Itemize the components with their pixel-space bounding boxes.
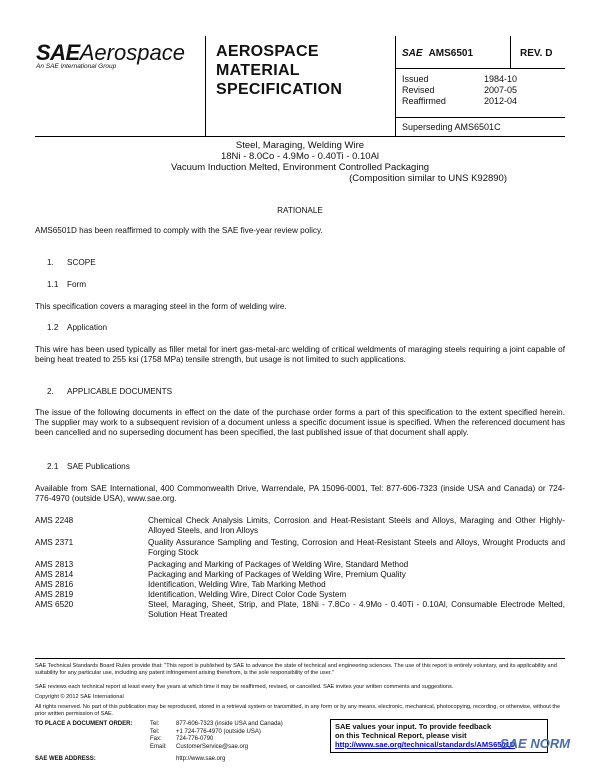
brand-subtitle: An SAE International Group	[36, 63, 117, 70]
web-address: SAE WEB ADDRESS: http://www.sae.org	[35, 756, 226, 762]
date-row: Reaffirmed 2012-04	[402, 96, 518, 106]
header-divider-mid	[395, 36, 396, 136]
material-title-line-3: Vacuum Induction Melted, Environment Controlled Packaging	[170, 162, 430, 173]
doc-number-value: AMS6501	[428, 48, 474, 59]
footer-review: SAE reviews each technical report at least every five years at which time it may be reaffirmed, revised, or cancelled. SAE invites your written comments and suggestions.	[35, 684, 454, 690]
order-fax: 724-776-0790	[176, 736, 214, 743]
footer-policy: SAE Technical Standards Board Rules provide that: "This report is published by SAE to advance the state of technical and engineering sciences. The use of this report is entirely voluntary, and its applicability and suitability for any particular use, including any patent infringement arising therefrom, is the sole responsibility of the user."	[35, 663, 557, 676]
order-contacts: TO PLACE A DOCUMENT ORDER: Tel: 877-606-7323 (inside USA and Canada) Tel: +1 724-776-4970 (outside USA) Fax: 724-776-0790 Email: CustomerService@sae.org	[35, 721, 283, 750]
section-2-heading: 2. APPLICABLE DOCUMENTS	[47, 387, 173, 396]
header-divider-rev	[510, 36, 511, 68]
section-2-1-heading: 2.1 SAE Publications	[47, 462, 130, 471]
title-line-1: AEROSPACE	[216, 43, 319, 60]
footer-rule	[35, 658, 565, 659]
order-email: CustomerService@sae.org	[176, 743, 249, 750]
section-2-text: The issue of the following documents in effect on the date of the purchase order forms a part of this specification to the extent specified herein. The supplier may work to a subsequent revision of a document unless a specific document issue is specified. When the referenced document has been cancelled and no superseding document has been specified, the last published issue of that document shall apply.	[35, 408, 565, 437]
footer-copyright: Copyright © 2012 SAE International	[35, 694, 124, 700]
revision-label: REV. D	[520, 48, 553, 59]
section-1-2-heading: 1.2 Application	[47, 323, 108, 332]
order-phone-us: 877-606-7323 (inside USA and Canada)	[176, 721, 283, 727]
issue-dates	[402, 74, 517, 107]
order-label: TO PLACE A DOCUMENT ORDER:	[35, 721, 133, 727]
section-1-1-heading: 1.1 Form	[47, 280, 87, 289]
rationale-text: AMS6501D has been reaffirmed to comply with the SAE five-year review policy.	[35, 226, 323, 235]
brand-rest: Aerospace	[79, 40, 185, 65]
section-1-1-text: This specification covers a maraging steel in the form of welding wire.	[35, 302, 287, 311]
feedback-box: SAE values your input. To provide feedback on this Technical Report, please visit http://www.sae.org/technical/standards/AMS6501D	[330, 719, 548, 753]
feedback-link[interactable]: http://www.sae.org/technical/standards/AMS6501D	[335, 740, 516, 749]
header-divider-left	[205, 36, 206, 136]
material-title-block	[35, 140, 565, 184]
superseding-note: Superseding AMS6501C	[402, 122, 501, 132]
document-type-title	[216, 42, 342, 99]
section-2-1-text: Available from SAE International, 400 Commonwealth Drive, Warrendale, PA 15096-0001, Tel: 877-606-7323 (inside USA and Canada) or 724-776-4970 (outside USA), www.sae.org.	[35, 484, 565, 503]
document-number	[402, 48, 473, 59]
title-line-3: SPECIFICATION	[216, 81, 343, 98]
footer-rights: All rights reserved. No part of this publication may be reproduced, stored in a retrieval system or transmitted, in any form or by any means, electronic, mechanical, photocopying, recording, or otherwise, without the prior written permission of SAE.	[35, 704, 561, 717]
date-row: Revised 2007-05	[402, 85, 518, 95]
material-title-line-1: Steel, Maraging, Welding Wire	[235, 140, 365, 151]
material-title-line-2: 18Ni - 8.0Co - 4.9Mo - 0.40Ti - 0.10Al	[220, 151, 380, 162]
section-1-2-text: This wire has been used typically as filler metal for inert gas-metal-arc welding of critical weldments of maraging steels requiring a joint capable of being heat treated to 255 ksi (1758 MPa) tensile strength, but usage is not limited to such applications.	[35, 345, 565, 364]
material-title-line-4: (Composition similar to UNS K92890)	[349, 173, 507, 184]
sae-norm-watermark: SAE NORM	[500, 736, 571, 751]
rationale-heading: RATIONALE	[277, 206, 323, 215]
header-rule-top	[395, 68, 565, 69]
brand-strong: SAE	[36, 40, 80, 65]
order-phone-intl: +1 724-776-4970 (outside USA)	[176, 728, 261, 735]
header-rule-bottom	[35, 136, 565, 137]
header-rule-mid	[395, 117, 565, 118]
web-address-link[interactable]: http://www.sae.org	[176, 756, 226, 762]
date-row: Issued 1984-10	[402, 74, 518, 84]
title-line-2: MATERIAL	[216, 62, 300, 79]
section-1-heading: 1. SCOPE	[47, 258, 96, 267]
sae-mark: SAE	[402, 48, 423, 59]
